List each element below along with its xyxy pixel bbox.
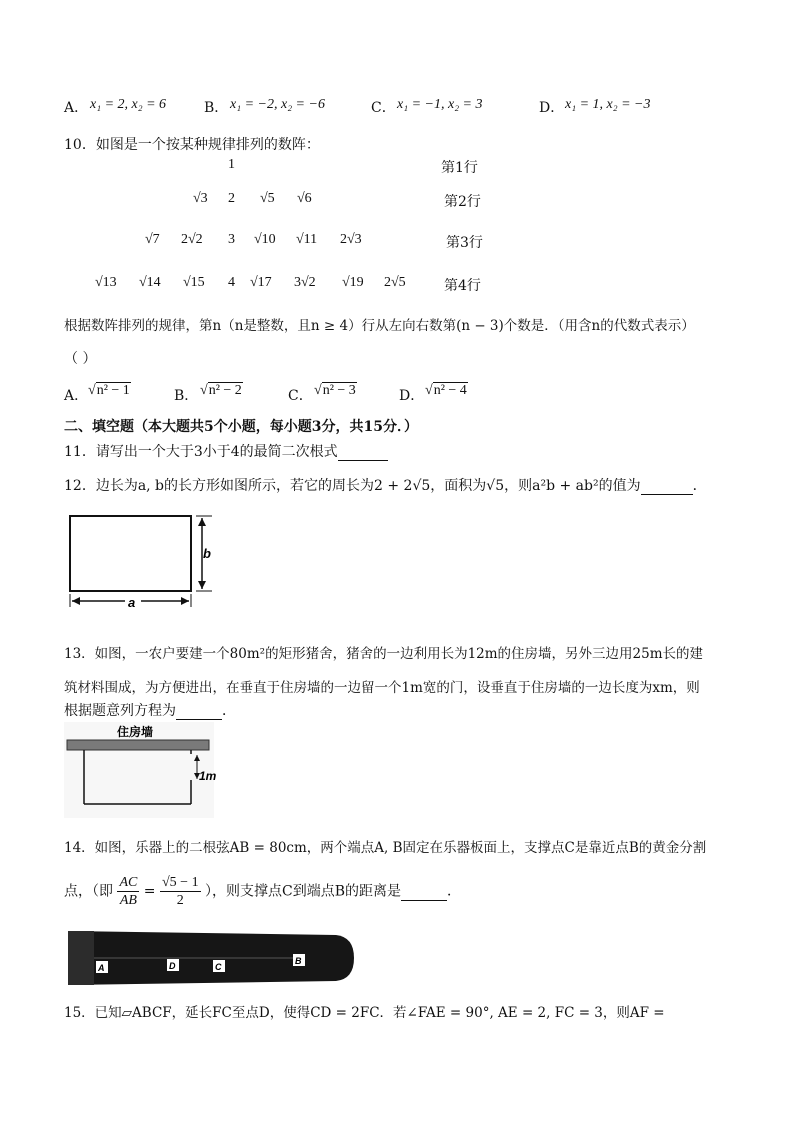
array-cell: √7 — [145, 232, 160, 247]
array-row-label: 第1行 — [441, 160, 478, 176]
section-title: 二、填空题（本大题共5个小题，每小题3分，共15分．） — [64, 419, 418, 435]
fraction-denominator: AB — [119, 893, 137, 908]
q13-line1: 13．如图，一农户要建一个80m²的矩形猪舍，猪舍的一边利用长为12m的住房墙，另外三边用25m长的建 — [64, 646, 704, 662]
golden-ratio-fraction — [160, 874, 201, 909]
q10-option-a: √n² − 1 — [88, 383, 130, 398]
q9-option-c: x₁ = −1, x₂ = 3 — [397, 97, 483, 112]
q10-option-b-radicand: n² − 2 — [208, 383, 242, 398]
arrowhead-icon — [198, 518, 206, 526]
q9-option-d-label: D． — [539, 100, 565, 116]
q10-option-a-label: A． — [64, 388, 89, 404]
q14-line2-post: ），则支撑点C到端点B的距离是 — [205, 883, 402, 900]
arrowhead-icon — [198, 581, 206, 589]
q13-line3 — [64, 700, 236, 720]
q10-option-c-radicand: n² − 3 — [322, 383, 356, 398]
array-cell: √6 — [297, 191, 312, 206]
array-cell: 4 — [228, 275, 235, 290]
answer-blank — [401, 884, 447, 901]
array-cell: √17 — [250, 275, 272, 290]
q12-text — [64, 475, 707, 495]
q10-question: 根据数阵排列的规律，第n（n是整数，且n ≥ 4）行从左向右数第(n − 3)个数是．（用含n的代数式表示） — [64, 318, 695, 334]
q14-instrument-figure — [64, 928, 354, 988]
q13-pigpen-figure — [64, 722, 217, 818]
instrument-head — [68, 931, 94, 985]
rectangle — [70, 516, 191, 591]
q10-option-a-radicand: n² − 1 — [96, 383, 130, 398]
q13-end: ． — [222, 703, 236, 719]
array-cell: √19 — [342, 275, 364, 290]
q10-option-d-radicand: n² − 4 — [433, 383, 467, 398]
q9-option-b: x₁ = −2, x₂ = −6 — [230, 97, 325, 112]
q10-option-d: √n² − 4 — [425, 383, 467, 398]
q10-option-c-label: C． — [288, 388, 313, 404]
q14-line1: 14．如图，乐器上的二根弦AB = 80cm，两个端点A, B固定在乐器板面上，支撑点C是靠近点B的黄金分割 — [64, 840, 707, 856]
array-cell: √13 — [95, 275, 117, 290]
array-cell: √15 — [183, 275, 205, 290]
q12-end: ． — [692, 478, 707, 494]
array-row-label: 第2行 — [444, 194, 481, 210]
q11-stem: 11．请写出一个大于3小于4的最简二次根式 — [64, 444, 338, 460]
array-cell: 2√5 — [384, 275, 406, 290]
q14-end: ． — [447, 883, 462, 900]
array-cell: 3 — [228, 232, 235, 247]
array-cell: 2√2 — [181, 232, 203, 247]
q14-line2-pre: 点，（即 — [64, 883, 113, 900]
array-cell: 1 — [228, 157, 235, 172]
arrowhead-icon — [181, 597, 189, 605]
array-cell: √3 — [193, 191, 208, 206]
q10-option-b-label: B． — [174, 388, 199, 404]
q10-option-d-label: D． — [399, 388, 425, 404]
point-b-label: B — [295, 956, 302, 966]
array-cell: 2 — [228, 191, 235, 206]
answer-blank — [641, 478, 693, 495]
point-a-label: A — [98, 963, 105, 973]
label-b: b — [203, 546, 211, 561]
array-cell: √5 — [260, 191, 275, 206]
q9-option-a-label: A． — [64, 100, 89, 116]
q12-stem: 12．边长为a, b的长方形如图所示，若它的周长为2 + 2√5，面积为√5，则a²b + ab²的值为 — [64, 478, 641, 494]
wall-label: 住房墙 — [117, 725, 154, 739]
q15-text: 15．已知▱ABCF，延长FC至点D，使得CD = 2FC．若∠FAE = 90°, AE = 2, FC = 3，则AF = — [64, 1005, 665, 1021]
arrowhead-icon — [72, 597, 80, 605]
q13-line2: 筑材料围成，为方便进出，在垂直于住房墙的一边留一个1m宽的门，设垂直于住房墙的一边长度为xm，则 — [64, 680, 700, 696]
q13-line3-text: 根据题意列方程为 — [64, 703, 176, 719]
fraction-denominator: 2 — [176, 893, 184, 908]
q10-option-b: √n² − 2 — [200, 383, 242, 398]
q10-number-array — [64, 155, 544, 300]
fraction-numerator: √5 − 1 — [161, 875, 199, 890]
array-row-label: 第3行 — [446, 235, 483, 251]
q14-line2 — [64, 874, 461, 914]
array-row-label: 第4行 — [444, 278, 481, 294]
label-a: a — [128, 595, 136, 610]
array-cell: √10 — [254, 232, 276, 247]
q9-option-c-label: C． — [371, 100, 396, 116]
q9-option-b-label: B． — [204, 100, 229, 116]
q10-options — [64, 383, 484, 405]
q12-rectangle-figure — [64, 508, 216, 610]
q10-option-c: √n² − 3 — [314, 383, 356, 398]
ratio-fraction — [117, 874, 139, 909]
answer-blank — [338, 444, 388, 461]
q11-text — [64, 441, 388, 461]
q9-options — [64, 97, 724, 117]
q10-stem: 10．如图是一个按某种规律排列的数阵： — [64, 137, 320, 153]
array-cell: 2√3 — [340, 232, 362, 247]
array-cell: √11 — [296, 232, 318, 247]
door-label: 1m — [199, 769, 217, 783]
q10-answer-paren: （ ） — [64, 351, 97, 367]
house-wall — [67, 740, 209, 750]
point-d-label: D — [169, 961, 176, 971]
fraction-numerator: AC — [119, 875, 138, 890]
q9-option-a: x₁ = 2, x₂ = 6 — [90, 97, 167, 112]
point-c-label: C — [215, 962, 222, 972]
q9-option-d: x₁ = 1, x₂ = −3 — [565, 97, 651, 112]
equals-sign: = — [143, 883, 156, 900]
array-cell: 3√2 — [294, 275, 316, 290]
answer-blank — [176, 703, 222, 720]
array-cell: √14 — [139, 275, 161, 290]
